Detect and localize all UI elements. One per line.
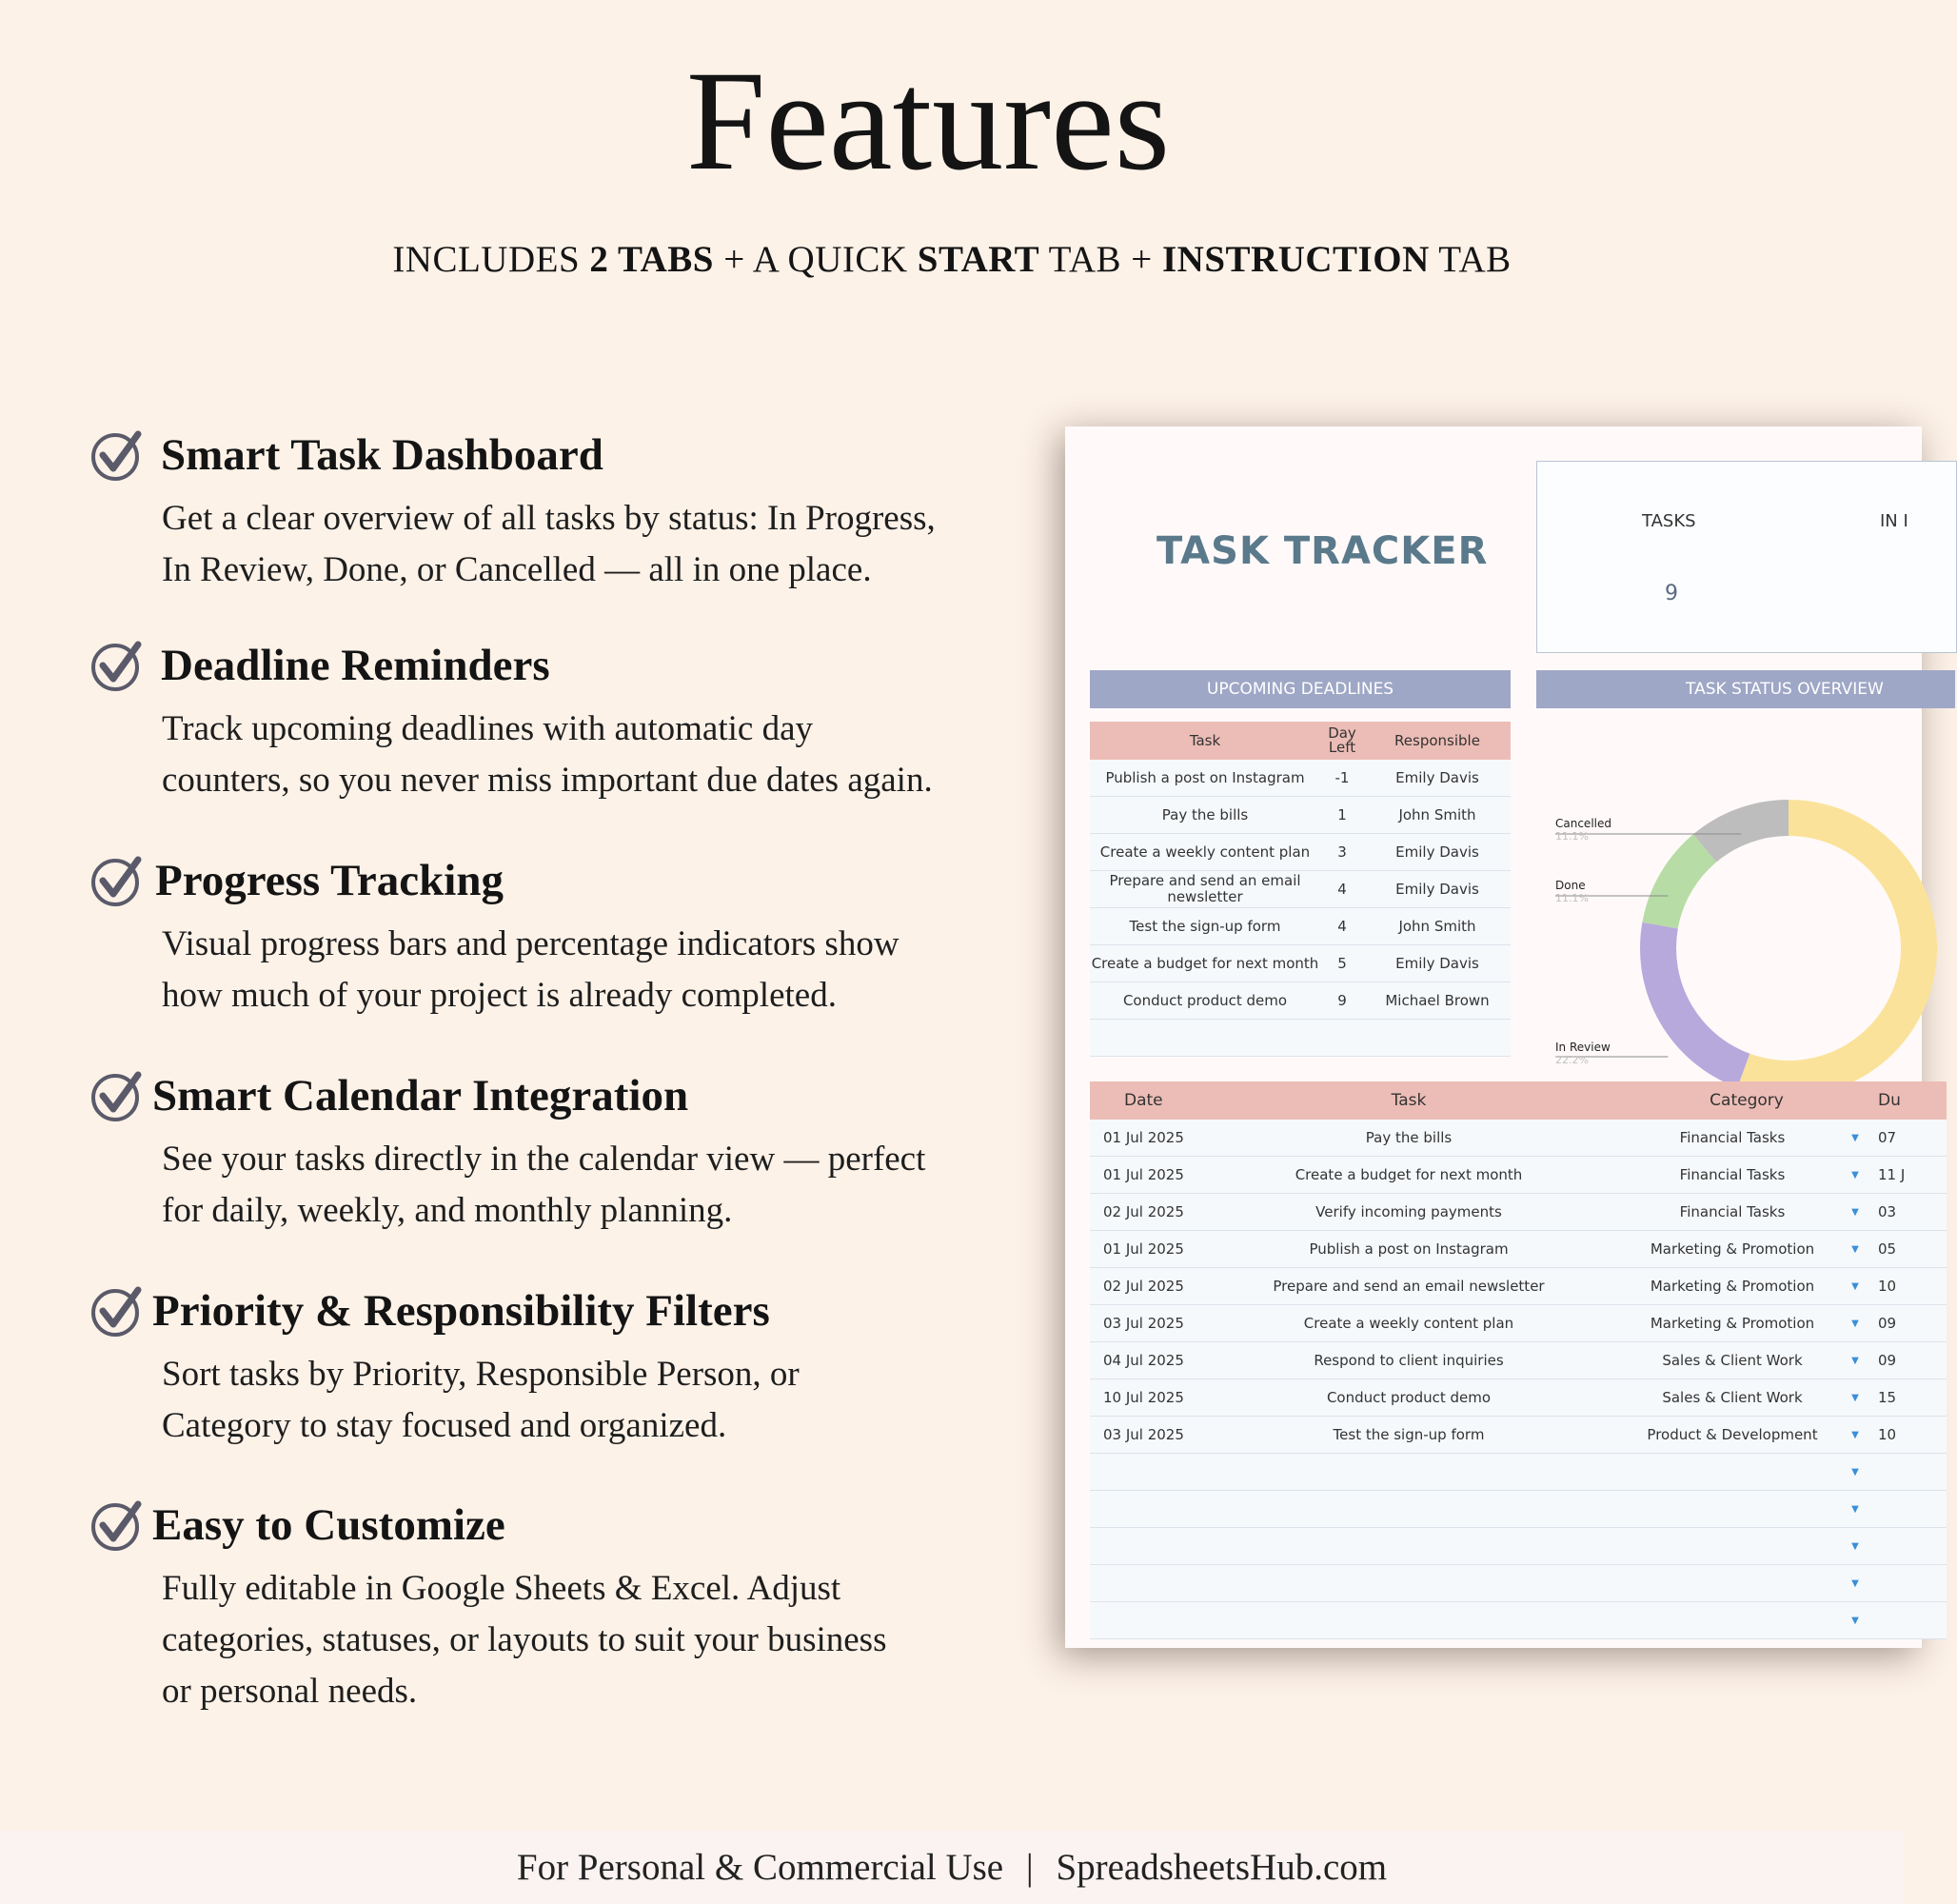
chart-label-done: Done 11.1% [1555, 879, 1589, 904]
spreadsheet-preview [1065, 426, 1922, 1648]
cell-day-left: 4 [1337, 880, 1347, 898]
cell-category[interactable]: Marketing & Promotion [1650, 1315, 1815, 1332]
cell-responsible: John Smith [1398, 918, 1476, 935]
cell-task[interactable]: Pay the bills [1365, 1129, 1453, 1146]
page-title: Features [685, 42, 1171, 200]
feature-title: Smart Calendar Integration [152, 1071, 689, 1121]
cell-task: Publish a post on Instagram [1105, 768, 1305, 786]
check-circle-icon [90, 1282, 146, 1338]
cell-category[interactable]: Sales & Client Work [1662, 1389, 1803, 1406]
dropdown-arrow-icon[interactable]: ▼ [1851, 1169, 1859, 1180]
table-row[interactable] [1090, 1491, 1947, 1528]
task-table [1090, 1081, 1947, 1639]
table-row[interactable] [1090, 1565, 1947, 1602]
cell-date[interactable]: 10 Jul 2025 [1103, 1389, 1184, 1406]
check-circle-icon [90, 852, 146, 907]
cell-day-left: 5 [1337, 954, 1347, 972]
cell-task: Pay the bills [1161, 805, 1249, 823]
sheet-title: TASK TRACKER [1156, 529, 1489, 573]
table-row [1090, 1020, 1511, 1057]
chart-label-in-review: In Review 22.2% [1555, 1041, 1611, 1066]
check-circle-icon [90, 1497, 146, 1552]
dropdown-arrow-icon[interactable]: ▼ [1851, 1577, 1859, 1589]
column-header-task: Task [1189, 731, 1221, 749]
cell-due[interactable]: 03 [1878, 1203, 1897, 1220]
cell-task[interactable]: Verify incoming payments [1315, 1203, 1502, 1220]
table-row[interactable] [1090, 1157, 1947, 1194]
column-header-category: Category [1710, 1091, 1784, 1110]
dropdown-arrow-icon[interactable]: ▼ [1851, 1540, 1859, 1552]
table-row[interactable] [1090, 1417, 1947, 1454]
cell-task: Create a weekly content plan [1099, 843, 1311, 861]
cell-day-left: 4 [1337, 917, 1347, 935]
cell-task[interactable]: Test the sign-up form [1333, 1426, 1485, 1443]
table-row[interactable] [1090, 1268, 1947, 1305]
feature-title: Easy to Customize [152, 1500, 505, 1550]
cell-due[interactable]: 15 [1878, 1389, 1897, 1406]
feature-description: See your tasks directly in the calendar view — perfect for daily, weekly, and monthly planning. [162, 1140, 926, 1230]
feature-title: Deadline Reminders [161, 641, 550, 690]
table-row[interactable] [1090, 1454, 1947, 1491]
table-row [1090, 797, 1511, 834]
task-status-overview-header: TASK STATUS OVERVIEW [1536, 670, 1955, 708]
check-circle-icon [90, 426, 146, 482]
cell-due[interactable]: 10 [1878, 1426, 1897, 1443]
cell-task[interactable]: Prepare and send an email newsletter [1273, 1278, 1545, 1295]
dropdown-arrow-icon[interactable]: ▼ [1851, 1280, 1859, 1292]
cell-due[interactable]: 09 [1878, 1315, 1897, 1332]
subtitle: INCLUDES 2 TABS + A QUICK START TAB + INSTRUCTION TAB [392, 239, 1512, 280]
footer-website: SpreadsheetsHub.com [1056, 1847, 1388, 1888]
dropdown-arrow-icon[interactable]: ▼ [1851, 1318, 1859, 1329]
cell-category[interactable]: Financial Tasks [1679, 1129, 1786, 1146]
cell-responsible: Emily Davis [1395, 769, 1479, 786]
dropdown-arrow-icon[interactable]: ▼ [1851, 1206, 1859, 1218]
feature-description: Fully editable in Google Sheets & Excel. Adjust categories, statuses, or layouts to suit your business or personal needs. [162, 1569, 887, 1711]
table-row [1090, 760, 1511, 797]
cell-due[interactable]: 11 J [1878, 1166, 1906, 1183]
dropdown-arrow-icon[interactable]: ▼ [1851, 1355, 1859, 1366]
cell-task: Create a budget for next month [1091, 954, 1319, 972]
cell-due[interactable]: 05 [1878, 1240, 1897, 1258]
cell-category[interactable]: Financial Tasks [1679, 1203, 1786, 1220]
cell-responsible: John Smith [1398, 806, 1476, 823]
cell-task: Conduct product demo [1122, 991, 1288, 1009]
table-row[interactable] [1090, 1120, 1947, 1157]
feature-title: Progress Tracking [155, 856, 504, 905]
cell-date[interactable]: 01 Jul 2025 [1103, 1166, 1184, 1183]
cell-due[interactable]: 10 [1878, 1278, 1897, 1295]
table-header [1090, 1081, 1947, 1120]
kpi-tasks-label: TASKS [1642, 511, 1696, 531]
kpi-box [1536, 461, 1957, 653]
cell-date[interactable]: 02 Jul 2025 [1103, 1203, 1184, 1220]
table-row [1090, 834, 1511, 871]
cell-date[interactable]: 03 Jul 2025 [1103, 1426, 1184, 1443]
cell-date[interactable]: 01 Jul 2025 [1103, 1240, 1184, 1258]
dropdown-arrow-icon[interactable]: ▼ [1851, 1243, 1859, 1255]
cell-responsible: Emily Davis [1395, 843, 1479, 861]
table-row[interactable] [1090, 1342, 1947, 1379]
column-header-responsible: Responsible [1394, 732, 1480, 749]
cell-day-left: 3 [1337, 843, 1347, 861]
task-status-chart [1536, 712, 1936, 1112]
column-header-task: Task [1391, 1091, 1427, 1110]
cell-responsible: Michael Brown [1385, 992, 1490, 1009]
table-row[interactable] [1090, 1305, 1947, 1342]
table-row [1090, 982, 1511, 1020]
feature-description: Sort tasks by Priority, Responsible Person, or Category to stay focused and organized. [162, 1355, 800, 1445]
feature-description: Get a clear overview of all tasks by status: In Progress, In Review, Done, or Cancelled — all in one place. [162, 499, 936, 589]
dropdown-arrow-icon[interactable]: ▼ [1851, 1466, 1859, 1478]
cell-category[interactable]: Marketing & Promotion [1650, 1278, 1815, 1295]
kpi-in-label: IN I [1880, 511, 1908, 531]
table-row[interactable] [1090, 1528, 1947, 1565]
upcoming-deadlines-table [1090, 722, 1511, 1057]
feature-title: Smart Task Dashboard [161, 430, 603, 480]
dropdown-arrow-icon[interactable]: ▼ [1851, 1392, 1859, 1403]
upcoming-deadlines-header: UPCOMING DEADLINES [1090, 670, 1511, 708]
feature-title: Priority & Responsibility Filters [152, 1286, 770, 1336]
dropdown-arrow-icon[interactable]: ▼ [1851, 1503, 1859, 1515]
cell-date[interactable]: 01 Jul 2025 [1103, 1129, 1184, 1146]
cell-date[interactable]: 04 Jul 2025 [1103, 1352, 1184, 1369]
check-circle-icon [90, 637, 146, 692]
cell-task[interactable]: Conduct product demo [1326, 1389, 1492, 1406]
cell-responsible: Emily Davis [1395, 881, 1479, 898]
donut-segment-in-review [1640, 922, 1749, 1088]
table-row[interactable] [1090, 1231, 1947, 1268]
check-circle-icon [90, 1067, 146, 1122]
cell-date[interactable]: 02 Jul 2025 [1103, 1278, 1184, 1295]
cell-due[interactable]: 09 [1878, 1352, 1897, 1369]
cell-category[interactable]: Marketing & Promotion [1650, 1240, 1815, 1258]
cell-task[interactable]: Respond to client inquiries [1314, 1352, 1504, 1369]
table-row[interactable] [1090, 1602, 1947, 1639]
table-row [1090, 945, 1511, 982]
column-header-date: Date [1124, 1091, 1163, 1110]
footer-usage: For Personal & Commercial Use [516, 1847, 1004, 1888]
cell-task: Test the sign-up form [1129, 917, 1281, 935]
cell-category[interactable]: Sales & Client Work [1662, 1352, 1803, 1369]
cell-task[interactable]: Create a weekly content plan [1303, 1315, 1514, 1332]
cell-task[interactable]: Create a budget for next month [1295, 1166, 1523, 1183]
cell-date[interactable]: 03 Jul 2025 [1103, 1315, 1184, 1332]
feature-description: Track upcoming deadlines with automatic day counters, so you never miss important due dates again. [162, 709, 933, 800]
table-row [1090, 908, 1511, 945]
column-header-day-left: Day Left [1328, 724, 1356, 756]
kpi-tasks-value: 9 [1665, 582, 1678, 605]
table-row[interactable] [1090, 1194, 1947, 1231]
dropdown-arrow-icon[interactable]: ▼ [1851, 1615, 1859, 1626]
dropdown-arrow-icon[interactable]: ▼ [1851, 1132, 1859, 1143]
cell-task[interactable]: Publish a post on Instagram [1309, 1240, 1509, 1258]
dropdown-arrow-icon[interactable]: ▼ [1851, 1429, 1859, 1440]
cell-day-left: 1 [1337, 805, 1347, 823]
feature-description: Visual progress bars and percentage indicators show how much of your project is already completed. [162, 924, 899, 1015]
chart-label-cancelled: Cancelled 11.1% [1555, 817, 1611, 843]
donut-segment-remaining [1737, 800, 1937, 1097]
column-header-due: Du [1878, 1091, 1901, 1110]
cell-category[interactable]: Product & Development [1647, 1426, 1818, 1443]
footer-separator: | [1025, 1847, 1034, 1888]
cell-responsible: Emily Davis [1395, 955, 1479, 972]
cell-day-left: -1 [1334, 768, 1350, 786]
table-row [1090, 871, 1511, 908]
table-row[interactable] [1090, 1379, 1947, 1417]
footer [0, 1831, 1904, 1904]
table-header [1090, 722, 1511, 760]
cell-category[interactable]: Financial Tasks [1679, 1166, 1786, 1183]
cell-task: Prepare and send an email newsletter [1109, 872, 1301, 905]
cell-day-left: 9 [1337, 991, 1347, 1009]
cell-due[interactable]: 07 [1878, 1129, 1897, 1146]
